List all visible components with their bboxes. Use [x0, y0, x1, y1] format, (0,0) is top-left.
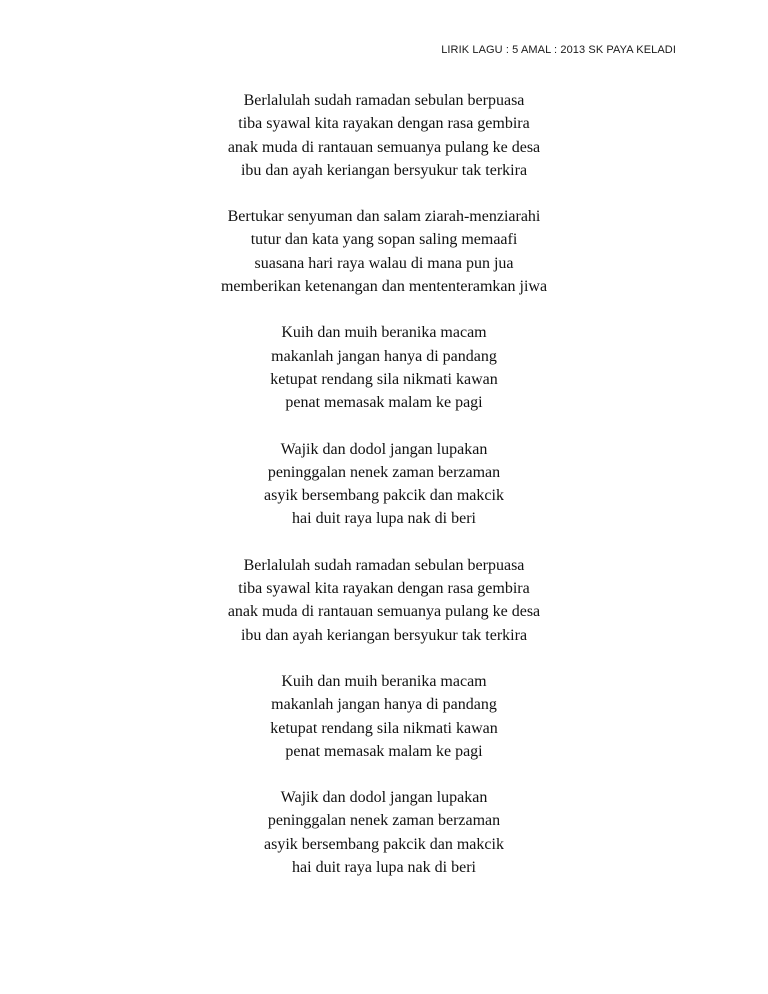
- stanza-4: [0, 438, 768, 531]
- lyric-line: Kuih dan muih beranika macam: [281, 672, 487, 690]
- lyric-line: ibu dan ayah keriangan bersyukur tak terkira: [240, 161, 528, 179]
- lyric-line: ibu dan ayah keriangan bersyukur tak terkira: [240, 626, 528, 644]
- lyric-line: ketupat rendang sila nikmati kawan: [270, 370, 498, 388]
- lyric-line: suasana hari raya walau di mana pun jua: [254, 254, 514, 272]
- stanza-7: [0, 786, 768, 879]
- lyric-line: tiba syawal kita rayakan dengan rasa gembira: [238, 115, 530, 133]
- lyric-line: anak muda di rantauan semuanya pulang ke desa: [227, 603, 541, 621]
- lyric-line: makanlah jangan hanya di pandang: [271, 696, 497, 714]
- lyric-line: asyik bersembang pakcik dan makcik: [264, 487, 504, 505]
- lyric-line: Kuih dan muih beranika macam: [281, 324, 487, 342]
- lyric-line: hai duit raya lupa nak di beri: [292, 859, 476, 877]
- lyric-line: Berlalulah sudah ramadan sebulan berpuasa: [243, 556, 525, 574]
- lyric-line: penat memasak malam ke pagi: [285, 394, 483, 412]
- lyrics-body: [0, 89, 768, 902]
- stanza-1: [0, 89, 768, 182]
- stanza-3: [0, 321, 768, 414]
- stanza-6: [0, 670, 768, 763]
- lyric-line: peninggalan nenek zaman berzaman: [267, 812, 501, 830]
- lyric-line: peninggalan nenek zaman berzaman: [267, 463, 501, 481]
- lyric-line: makanlah jangan hanya di pandang: [271, 347, 497, 365]
- lyric-line: tutur dan kata yang sopan saling memaafi: [250, 231, 518, 249]
- lyric-line: penat memasak malam ke pagi: [285, 742, 483, 760]
- lyric-line: hai duit raya lupa nak di beri: [292, 510, 476, 528]
- lyric-line: ketupat rendang sila nikmati kawan: [270, 719, 498, 737]
- stanza-2: [0, 205, 768, 298]
- lyric-line: memberikan ketenangan dan mententeramkan jiwa: [220, 278, 548, 296]
- stanza-5: [0, 554, 768, 647]
- document-header: LIRIK LAGU : 5 AMAL : 2013 SK PAYA KELADI: [441, 44, 676, 56]
- lyric-line: asyik bersembang pakcik dan makcik: [264, 835, 504, 853]
- lyric-line: tiba syawal kita rayakan dengan rasa gembira: [238, 580, 530, 598]
- lyric-line: Bertukar senyuman dan salam ziarah-menziarahi: [227, 208, 541, 226]
- lyric-line: Wajik dan dodol jangan lupakan: [280, 440, 488, 458]
- lyric-line: Berlalulah sudah ramadan sebulan berpuasa: [243, 92, 525, 109]
- lyric-line: Wajik dan dodol jangan lupakan: [280, 789, 488, 807]
- lyric-line: anak muda di rantauan semuanya pulang ke desa: [227, 138, 541, 156]
